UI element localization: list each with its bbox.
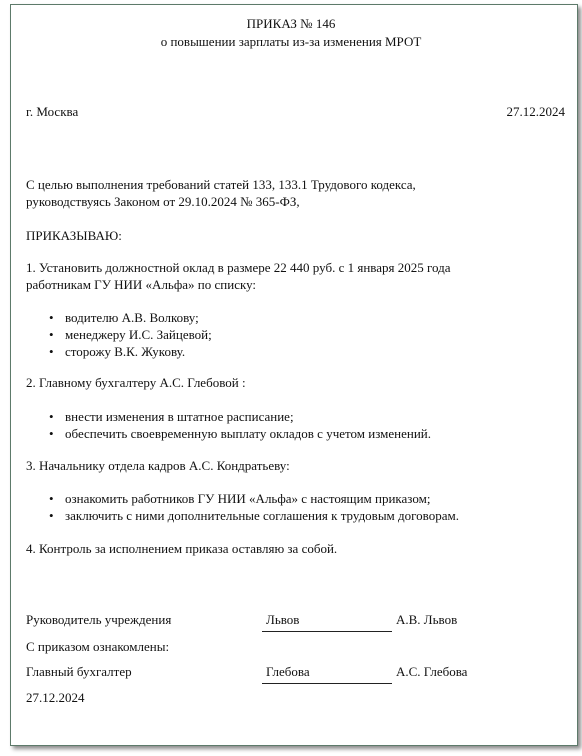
paragraph-3-list [45, 490, 459, 524]
intro-line-1: С целью выполнения требований статей 133, 133.1 Трудового кодекса, [26, 177, 416, 192]
intro-line-2: руководствуясь Законом от 29.10.2024 № 365-ФЗ, [26, 194, 300, 209]
list-item: • водителю А.В. Волкову; [45, 309, 212, 326]
paragraph-2-list [45, 408, 431, 442]
list-item: • внести изменения в штатное расписание; [45, 408, 431, 425]
order-title: ПРИКАЗ № 146 [246, 16, 336, 31]
paragraph-1-list [45, 309, 212, 360]
accountant-name: А.С. Глебова [396, 664, 468, 679]
list-item: • сторожу В.К. Жукову. [45, 343, 212, 360]
order-date: 27.12.2024 [506, 104, 565, 119]
paragraph-1-line-2: работникам ГУ НИИ «Альфа» по списку: [26, 277, 257, 292]
city: г. Москва [26, 104, 79, 119]
order-word: ПРИКАЗЫВАЮ: [26, 228, 122, 243]
head-signature-line [262, 630, 392, 632]
paragraph-3-line: 3. Начальнику отдела кадров А.С. Кондратьеву: [26, 458, 290, 473]
head-name: А.В. Львов [396, 612, 458, 627]
list-item: • ознакомить работников ГУ НИИ «Альфа» с настоящим приказом; [45, 490, 459, 507]
paragraph-4-line: 4. Контроль за исполнением приказа оставляю за собой. [26, 541, 338, 556]
accountant-signature-line [262, 682, 392, 684]
paragraph-2-line: 2. Главному бухгалтеру А.С. Глебовой : [26, 375, 246, 390]
signature-date: 27.12.2024 [26, 690, 85, 705]
head-label: Руководитель учреждения [26, 612, 172, 627]
accountant-label: Главный бухгалтер [26, 664, 132, 679]
order-subtitle: о повышении зарплаты из-за изменения МРОТ [160, 34, 422, 49]
list-item: • обеспечить своевременную выплату окладов с учетом изменений. [45, 425, 431, 442]
head-signature: Львов [266, 612, 300, 627]
accountant-signature: Глебова [266, 664, 310, 679]
list-item: • менеджеру И.С. Зайцевой; [45, 326, 212, 343]
paragraph-1-line-1: 1. Установить должностной оклад в размере 22 440 руб. с 1 января 2025 года [26, 260, 451, 275]
acquainted-label: С приказом ознакомлены: [26, 639, 170, 654]
list-item: • заключить с ними дополнительные соглашения к трудовым договорам. [45, 507, 459, 524]
